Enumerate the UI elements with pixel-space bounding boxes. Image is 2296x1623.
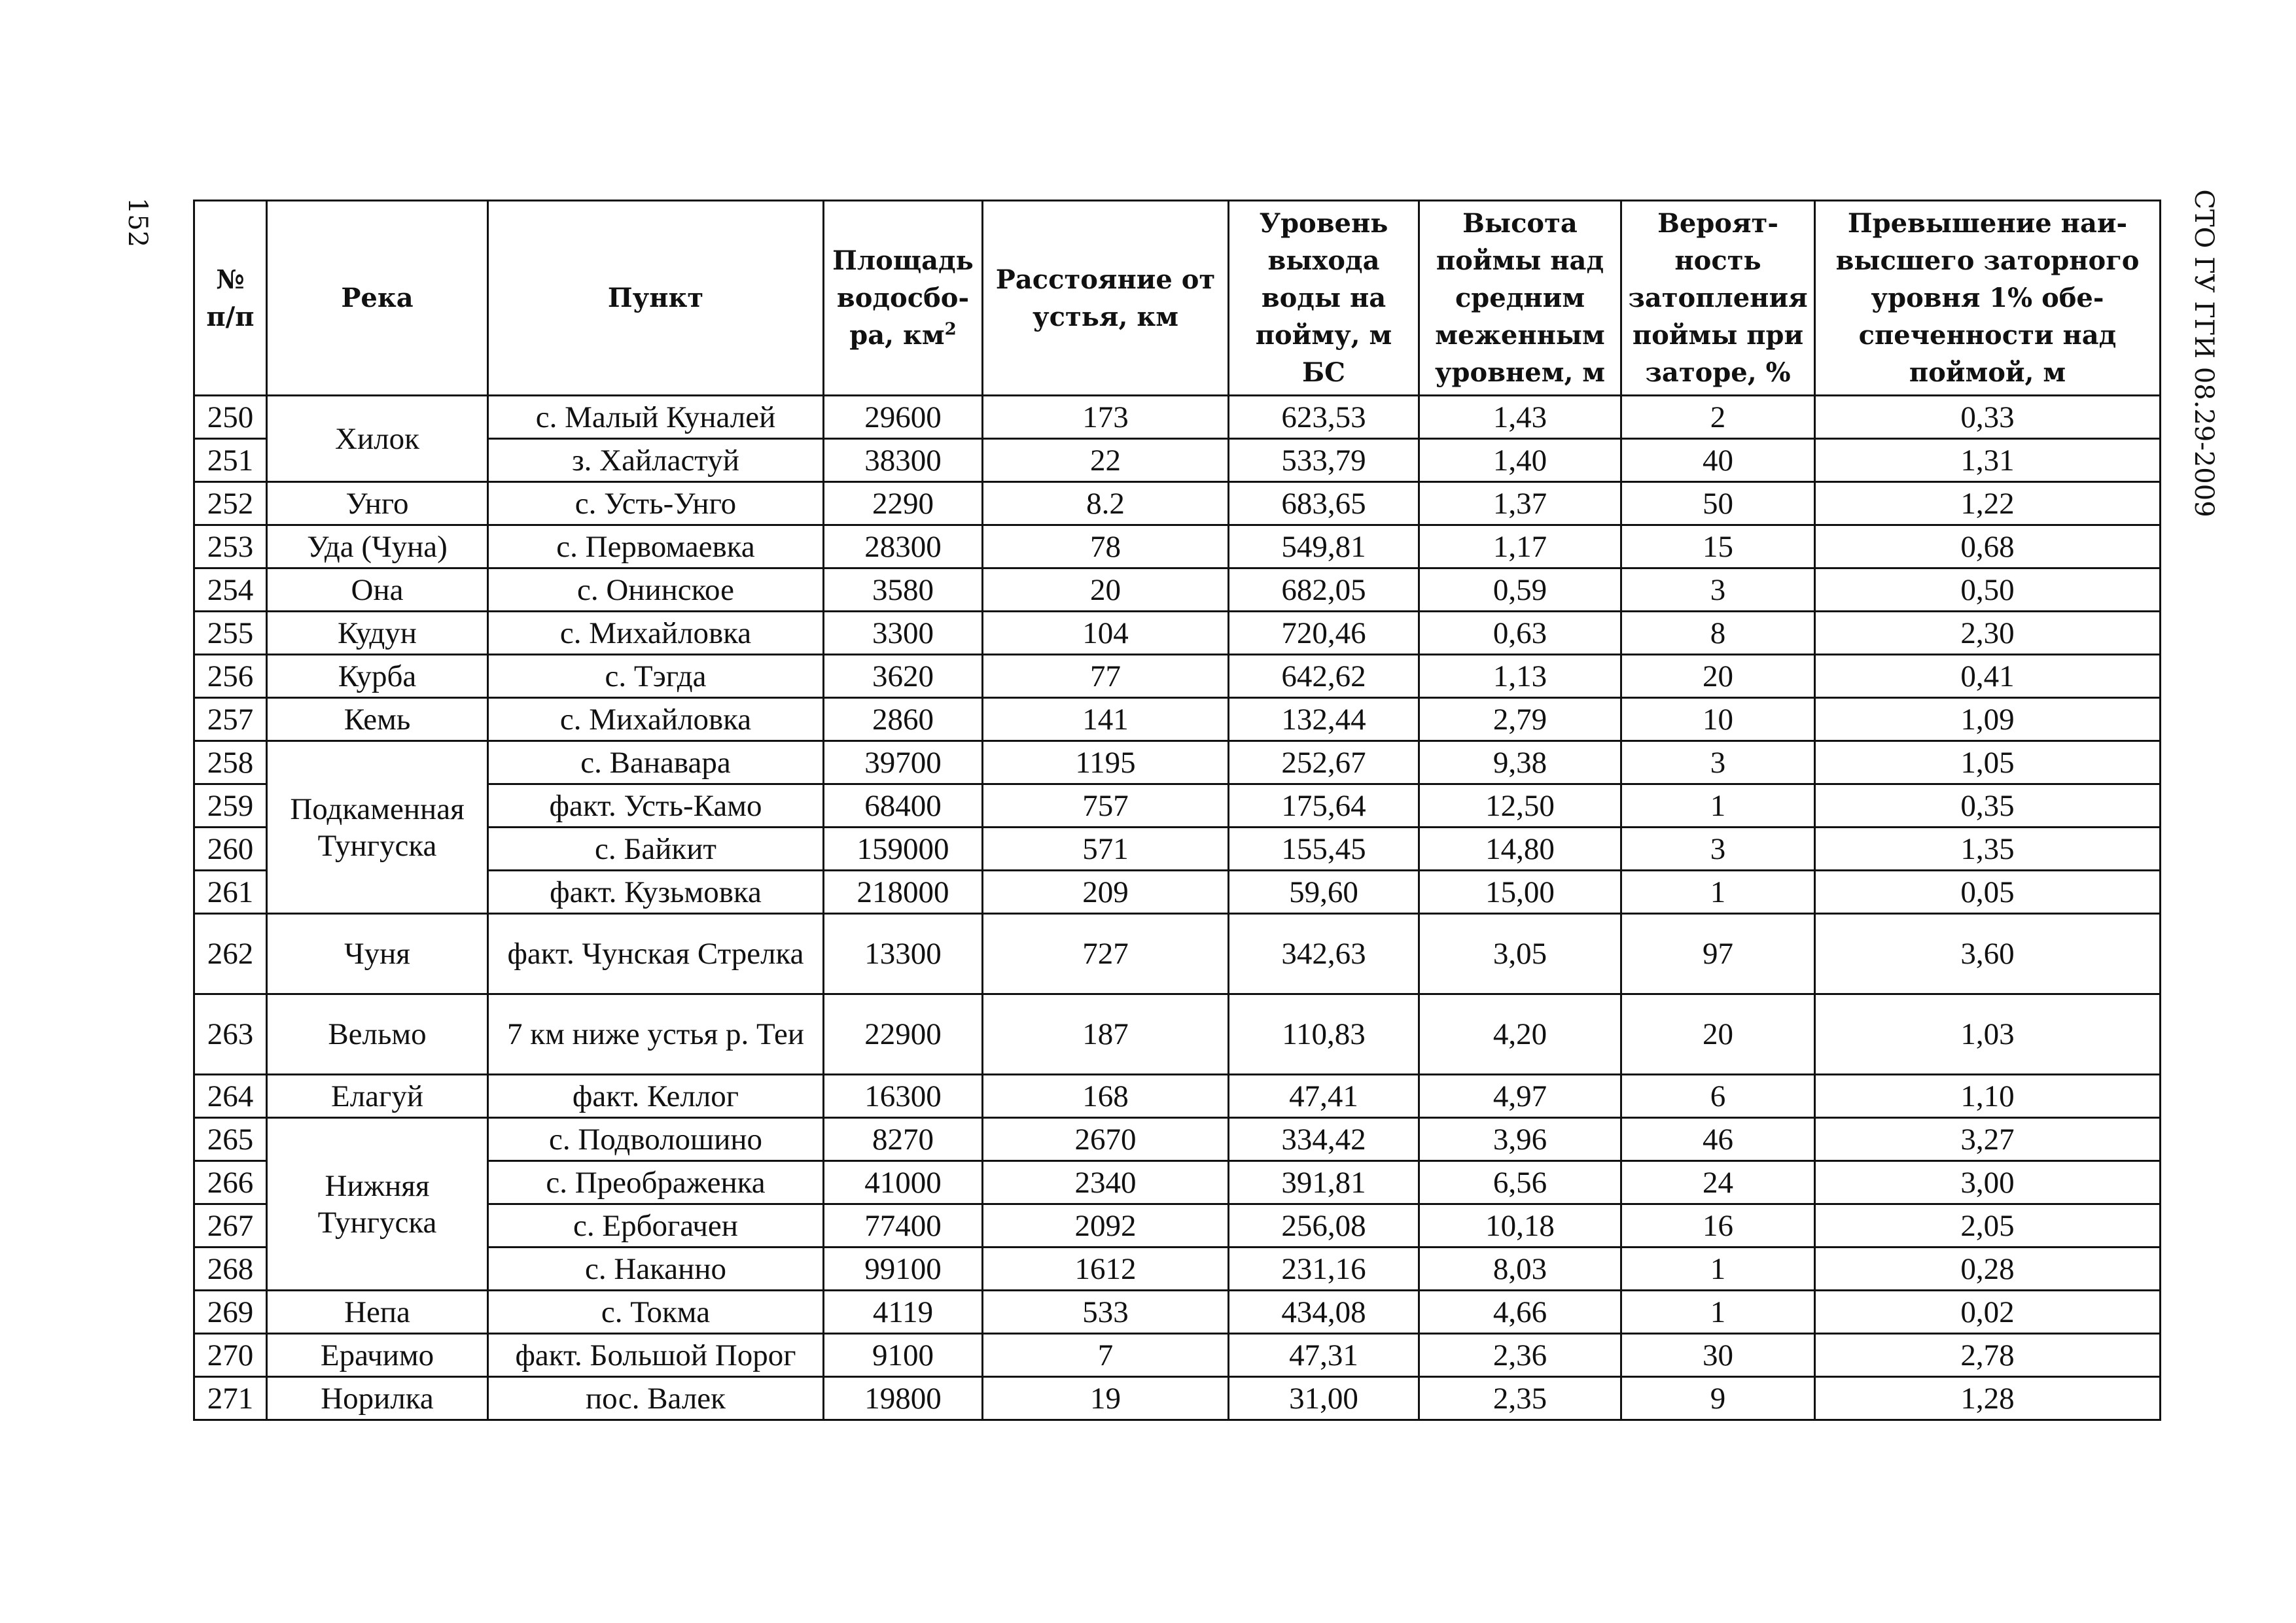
cell-height: 4,97 [1419, 1075, 1621, 1118]
cell-excess: 1,03 [1815, 994, 2161, 1075]
cell-area: 9100 [824, 1334, 983, 1377]
cell-distance: 78 [983, 525, 1229, 568]
cell-level: 642,62 [1229, 655, 1419, 698]
cell-point: пос. Валек [488, 1377, 824, 1420]
cell-level: 132,44 [1229, 698, 1419, 741]
cell-area: 2860 [824, 698, 983, 741]
cell-number: 256 [194, 655, 267, 698]
cell-number: 270 [194, 1334, 267, 1377]
table-row [194, 741, 2161, 784]
cell-area: 159000 [824, 828, 983, 871]
cell-distance: 8.2 [983, 482, 1229, 525]
cell-area: 16300 [824, 1075, 983, 1118]
cell-area: 3580 [824, 568, 983, 612]
cell-level: 682,05 [1229, 568, 1419, 612]
cell-probability: 8 [1621, 612, 1815, 655]
cell-height: 1,40 [1419, 439, 1621, 482]
cell-number: 261 [194, 871, 267, 914]
cell-number: 263 [194, 994, 267, 1075]
header-area-text: Площадь водосбо-ра, км [832, 245, 974, 351]
cell-excess: 3,27 [1815, 1118, 2161, 1161]
cell-level: 342,63 [1229, 914, 1419, 994]
cell-probability: 3 [1621, 828, 1815, 871]
cell-level: 231,16 [1229, 1248, 1419, 1291]
cell-point: факт. Кузьмовка [488, 871, 824, 914]
cell-probability: 1 [1621, 871, 1815, 914]
table-row [194, 871, 2161, 914]
cell-height: 10,18 [1419, 1204, 1621, 1248]
cell-point: с. Наканно [488, 1248, 824, 1291]
table-row [194, 568, 2161, 612]
table-row [194, 396, 2161, 439]
header-area [824, 201, 983, 396]
cell-height: 12,50 [1419, 784, 1621, 828]
cell-excess: 2,78 [1815, 1334, 2161, 1377]
cell-distance: 141 [983, 698, 1229, 741]
cell-probability: 1 [1621, 1248, 1815, 1291]
cell-area: 29600 [824, 396, 983, 439]
cell-point: з. Хайластуй [488, 439, 824, 482]
cell-height: 2,79 [1419, 698, 1621, 741]
cell-number: 253 [194, 525, 267, 568]
cell-point: с. Михайловка [488, 698, 824, 741]
cell-level: 47,31 [1229, 1334, 1419, 1377]
cell-level: 334,42 [1229, 1118, 1419, 1161]
cell-area: 3620 [824, 655, 983, 698]
cell-probability: 24 [1621, 1161, 1815, 1204]
cell-excess: 2,05 [1815, 1204, 2161, 1248]
cell-area: 218000 [824, 871, 983, 914]
cell-point: 7 км ниже устья р. Теи [488, 994, 824, 1075]
cell-distance: 2092 [983, 1204, 1229, 1248]
cell-excess: 0,68 [1815, 525, 2161, 568]
cell-distance: 757 [983, 784, 1229, 828]
cell-excess: 1,22 [1815, 482, 2161, 525]
cell-distance: 727 [983, 914, 1229, 994]
table-row [194, 914, 2161, 994]
table-row [194, 1118, 2161, 1161]
cell-excess: 0,50 [1815, 568, 2161, 612]
cell-number: 264 [194, 1075, 267, 1118]
table-row [194, 698, 2161, 741]
table-row [194, 1377, 2161, 1420]
cell-point: с. Подволошино [488, 1118, 824, 1161]
table-row [194, 828, 2161, 871]
cell-distance: 168 [983, 1075, 1229, 1118]
page-number: 152 [122, 197, 152, 248]
cell-number: 265 [194, 1118, 267, 1161]
cell-probability: 3 [1621, 741, 1815, 784]
cell-excess: 0,41 [1815, 655, 2161, 698]
header-probability: Вероят-ность затопления поймы при заторе, % [1621, 201, 1815, 396]
cell-height: 1,17 [1419, 525, 1621, 568]
cell-river: Чуня [267, 914, 488, 994]
cell-point: с. Малый Куналей [488, 396, 824, 439]
cell-excess: 1,31 [1815, 439, 2161, 482]
cell-river: Ерачимо [267, 1334, 488, 1377]
cell-probability: 2 [1621, 396, 1815, 439]
cell-number: 257 [194, 698, 267, 741]
cell-river: Уда (Чуна) [267, 525, 488, 568]
header-distance: Расстояние от устья, км [983, 201, 1229, 396]
header-river: Река [267, 201, 488, 396]
cell-point: факт. Большой Порог [488, 1334, 824, 1377]
cell-point: факт. Чунская Стрелка [488, 914, 824, 994]
cell-number: 251 [194, 439, 267, 482]
cell-excess: 0,28 [1815, 1248, 2161, 1291]
table-row [194, 439, 2161, 482]
cell-area: 4119 [824, 1291, 983, 1334]
cell-number: 258 [194, 741, 267, 784]
document-code: СТО ГУ ГГИ 08.29-2009 [2189, 189, 2219, 517]
cell-river: Непа [267, 1291, 488, 1334]
cell-number: 271 [194, 1377, 267, 1420]
cell-probability: 3 [1621, 568, 1815, 612]
cell-river: Подкаменная Тунгуска [267, 741, 488, 914]
table-row [194, 1248, 2161, 1291]
cell-point: с. Токма [488, 1291, 824, 1334]
cell-excess: 0,35 [1815, 784, 2161, 828]
header-number: № п/п [194, 201, 267, 396]
cell-distance: 2670 [983, 1118, 1229, 1161]
cell-excess: 1,35 [1815, 828, 2161, 871]
table-row [194, 1161, 2161, 1204]
cell-point: факт. Усть-Камо [488, 784, 824, 828]
cell-number: 252 [194, 482, 267, 525]
cell-distance: 571 [983, 828, 1229, 871]
cell-area: 99100 [824, 1248, 983, 1291]
cell-level: 623,53 [1229, 396, 1419, 439]
cell-probability: 30 [1621, 1334, 1815, 1377]
cell-level: 47,41 [1229, 1075, 1419, 1118]
cell-river: Хилок [267, 396, 488, 482]
cell-number: 260 [194, 828, 267, 871]
cell-area: 19800 [824, 1377, 983, 1420]
cell-distance: 533 [983, 1291, 1229, 1334]
cell-height: 1,37 [1419, 482, 1621, 525]
cell-level: 549,81 [1229, 525, 1419, 568]
cell-probability: 46 [1621, 1118, 1815, 1161]
cell-excess: 3,00 [1815, 1161, 2161, 1204]
cell-level: 110,83 [1229, 994, 1419, 1075]
cell-area: 68400 [824, 784, 983, 828]
cell-point: с. Усть-Унго [488, 482, 824, 525]
cell-probability: 20 [1621, 994, 1815, 1075]
cell-probability: 15 [1621, 525, 1815, 568]
cell-excess: 1,10 [1815, 1075, 2161, 1118]
cell-excess: 1,28 [1815, 1377, 2161, 1420]
cell-river: Вельмо [267, 994, 488, 1075]
cell-height: 15,00 [1419, 871, 1621, 914]
cell-river: Она [267, 568, 488, 612]
cell-level: 252,67 [1229, 741, 1419, 784]
cell-level: 533,79 [1229, 439, 1419, 482]
cell-number: 269 [194, 1291, 267, 1334]
cell-height: 14,80 [1419, 828, 1621, 871]
cell-area: 22900 [824, 994, 983, 1075]
cell-height: 3,96 [1419, 1118, 1621, 1161]
cell-distance: 1612 [983, 1248, 1229, 1291]
cell-distance: 20 [983, 568, 1229, 612]
cell-point: с. Преображенка [488, 1161, 824, 1204]
cell-point: с. Байкит [488, 828, 824, 871]
cell-number: 266 [194, 1161, 267, 1204]
cell-river: Кемь [267, 698, 488, 741]
table-row [194, 612, 2161, 655]
cell-distance: 187 [983, 994, 1229, 1075]
cell-height: 2,35 [1419, 1377, 1621, 1420]
cell-river: Кудун [267, 612, 488, 655]
cell-level: 59,60 [1229, 871, 1419, 914]
cell-point: с. Ванавара [488, 741, 824, 784]
cell-probability: 40 [1621, 439, 1815, 482]
cell-area: 2290 [824, 482, 983, 525]
cell-excess: 0,05 [1815, 871, 2161, 914]
cell-level: 720,46 [1229, 612, 1419, 655]
cell-number: 254 [194, 568, 267, 612]
cell-height: 2,36 [1419, 1334, 1621, 1377]
table-row [194, 1204, 2161, 1248]
cell-height: 4,66 [1419, 1291, 1621, 1334]
cell-level: 683,65 [1229, 482, 1419, 525]
cell-excess: 2,30 [1815, 612, 2161, 655]
cell-area: 8270 [824, 1118, 983, 1161]
header-excess: Превышение наи-высшего заторного уровня 1% обе-спеченности над поймой, м [1815, 201, 2161, 396]
cell-height: 4,20 [1419, 994, 1621, 1075]
cell-excess: 3,60 [1815, 914, 2161, 994]
cell-level: 391,81 [1229, 1161, 1419, 1204]
cell-excess: 1,05 [1815, 741, 2161, 784]
table-row [194, 655, 2161, 698]
cell-river: Унго [267, 482, 488, 525]
cell-number: 250 [194, 396, 267, 439]
cell-probability: 1 [1621, 784, 1815, 828]
cell-distance: 2340 [983, 1161, 1229, 1204]
cell-excess: 0,33 [1815, 396, 2161, 439]
cell-river: Курба [267, 655, 488, 698]
cell-distance: 104 [983, 612, 1229, 655]
cell-probability: 1 [1621, 1291, 1815, 1334]
cell-level: 31,00 [1229, 1377, 1419, 1420]
cell-number: 267 [194, 1204, 267, 1248]
cell-height: 9,38 [1419, 741, 1621, 784]
cell-probability: 6 [1621, 1075, 1815, 1118]
cell-distance: 7 [983, 1334, 1229, 1377]
cell-probability: 20 [1621, 655, 1815, 698]
cell-probability: 97 [1621, 914, 1815, 994]
river-data-table [193, 200, 2161, 1421]
cell-point: факт. Келлог [488, 1075, 824, 1118]
cell-area: 13300 [824, 914, 983, 994]
cell-level: 155,45 [1229, 828, 1419, 871]
cell-river: Норилка [267, 1377, 488, 1420]
cell-distance: 173 [983, 396, 1229, 439]
cell-point: с. Ербогачен [488, 1204, 824, 1248]
cell-height: 0,59 [1419, 568, 1621, 612]
table-row [194, 784, 2161, 828]
table-row [194, 1291, 2161, 1334]
cell-height: 1,43 [1419, 396, 1621, 439]
cell-point: с. Первомаевка [488, 525, 824, 568]
cell-number: 255 [194, 612, 267, 655]
cell-probability: 10 [1621, 698, 1815, 741]
cell-height: 6,56 [1419, 1161, 1621, 1204]
cell-probability: 16 [1621, 1204, 1815, 1248]
header-level: Уровень выхода воды на пойму, м БС [1229, 201, 1419, 396]
table-row [194, 525, 2161, 568]
cell-area: 41000 [824, 1161, 983, 1204]
cell-number: 259 [194, 784, 267, 828]
cell-distance: 77 [983, 655, 1229, 698]
cell-level: 175,64 [1229, 784, 1419, 828]
header-point: Пункт [488, 201, 824, 396]
cell-point: с. Михайловка [488, 612, 824, 655]
cell-distance: 22 [983, 439, 1229, 482]
cell-distance: 1195 [983, 741, 1229, 784]
cell-point: с. Онинское [488, 568, 824, 612]
cell-excess: 1,09 [1815, 698, 2161, 741]
cell-excess: 0,02 [1815, 1291, 2161, 1334]
table-row [194, 1334, 2161, 1377]
cell-probability: 9 [1621, 1377, 1815, 1420]
cell-height: 3,05 [1419, 914, 1621, 994]
cell-level: 434,08 [1229, 1291, 1419, 1334]
cell-area: 39700 [824, 741, 983, 784]
cell-area: 3300 [824, 612, 983, 655]
cell-distance: 209 [983, 871, 1229, 914]
cell-area: 38300 [824, 439, 983, 482]
header-area-superscript: 2 [944, 319, 957, 340]
cell-level: 256,08 [1229, 1204, 1419, 1248]
cell-area: 77400 [824, 1204, 983, 1248]
cell-number: 262 [194, 914, 267, 994]
cell-point: с. Тэгда [488, 655, 824, 698]
cell-height: 1,13 [1419, 655, 1621, 698]
cell-height: 0,63 [1419, 612, 1621, 655]
cell-area: 28300 [824, 525, 983, 568]
cell-river: Нижняя Тунгуска [267, 1118, 488, 1291]
cell-distance: 19 [983, 1377, 1229, 1420]
table-row [194, 1075, 2161, 1118]
table-row [194, 994, 2161, 1075]
cell-height: 8,03 [1419, 1248, 1621, 1291]
cell-river: Елагуй [267, 1075, 488, 1118]
header-height: Высота поймы над средним меженным уровнем, м [1419, 201, 1621, 396]
cell-number: 268 [194, 1248, 267, 1291]
table-row [194, 482, 2161, 525]
table-header-row [194, 201, 2161, 396]
cell-probability: 50 [1621, 482, 1815, 525]
